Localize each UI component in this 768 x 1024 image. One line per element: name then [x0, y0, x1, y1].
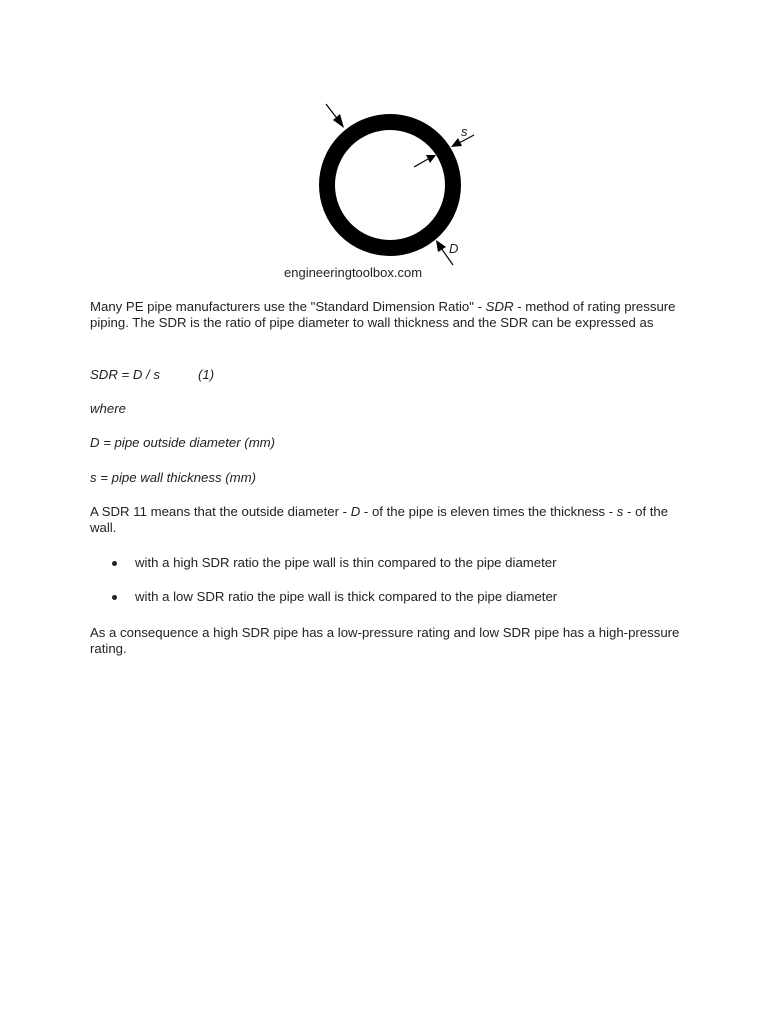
example-part3: - of the wall. — [90, 504, 669, 535]
s-inner-arrow — [414, 159, 428, 167]
intro-paragraph — [90, 299, 685, 331]
label-D: D — [449, 241, 459, 256]
watermark-text: engineeringtoolbox.com — [284, 265, 423, 280]
sdr-formula — [90, 367, 215, 383]
bullet-icon — [112, 595, 117, 600]
definition-s: s = pipe wall thickness (mm) — [90, 470, 256, 485]
formula-number: (1) — [198, 367, 215, 382]
example-paragraph — [90, 504, 685, 536]
list-item-text: with a low SDR ratio the pipe wall is thick compared to the pipe diameter — [135, 589, 558, 604]
pipe-ring — [327, 122, 453, 248]
D-arrowhead — [436, 240, 446, 252]
bullet-icon — [112, 561, 117, 566]
example-part2: - of the pipe is eleven times the thickness - — [360, 504, 617, 519]
intro-part2: - method of rating pressure piping. The SDR is the ratio of pipe diameter to wall thickness and the SDR can be expressed as — [90, 299, 676, 330]
example-D: D — [350, 504, 361, 519]
where-label: where — [90, 401, 126, 416]
example-s: s — [616, 504, 624, 519]
pipe-cross-section-figure — [0, 0, 768, 290]
definition-D: D = pipe outside diameter (mm) — [90, 435, 276, 450]
example-part1: A SDR 11 means that the outside diameter - — [90, 504, 351, 519]
pipe-diagram — [0, 0, 768, 290]
label-s: s — [461, 124, 468, 139]
formula-expression: SDR = D / s — [90, 367, 160, 382]
list-item-text: with a high SDR ratio the pipe wall is thin compared to the pipe diameter — [135, 555, 557, 570]
conclusion-paragraph: As a consequence a high SDR pipe has a low-pressure rating and low SDR pipe has a high-pressure rating. — [90, 625, 680, 656]
intro-sdr: SDR — [485, 299, 514, 314]
intro-part1: Many PE pipe manufacturers use the "Standard Dimension Ratio" - — [90, 299, 486, 314]
